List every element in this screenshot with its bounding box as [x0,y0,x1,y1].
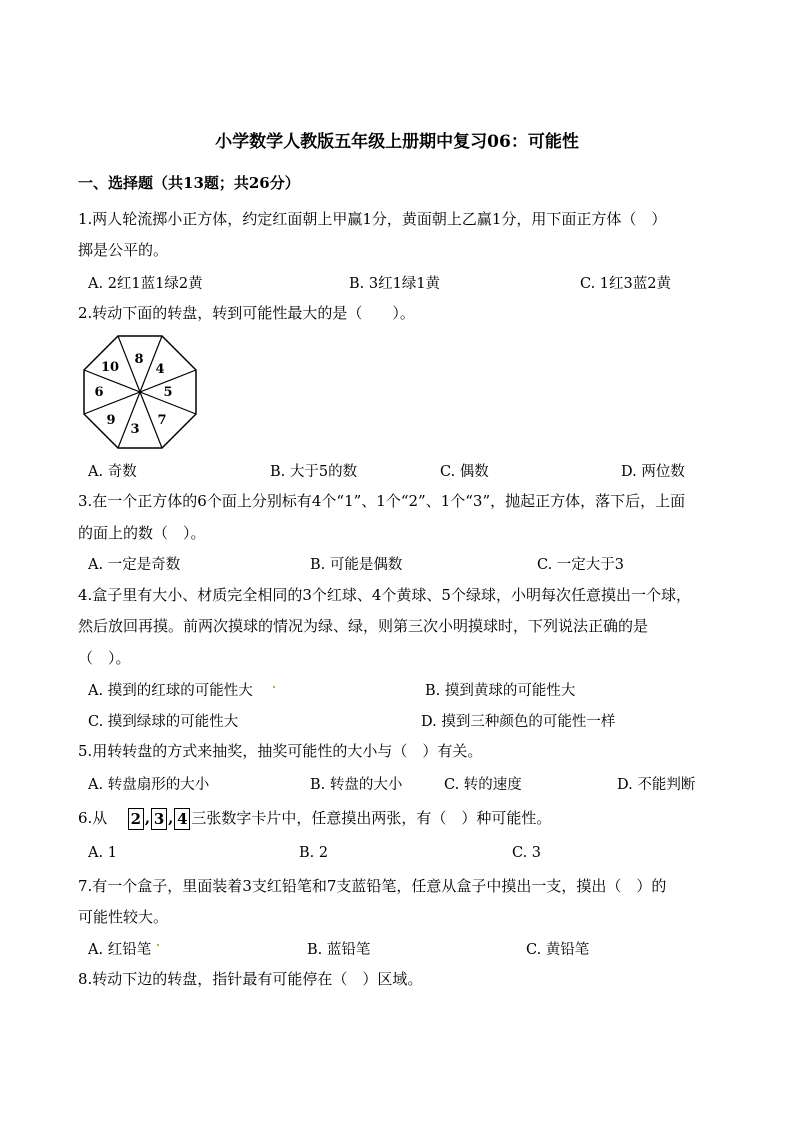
question-4-text-cont2: （ ）。 [78,649,131,667]
question-8-text: 8.转动下边的转盘，指针最有可能停在（ ）区域。 [78,970,423,988]
spinner-number: 7 [157,413,167,428]
spinner-number: 10 [100,360,120,375]
q2-option-a: A. 奇数 [88,464,137,480]
q7-option-c: C. 黄铅笔 [526,942,590,958]
q5-option-d: D. 不能判断 [617,777,696,793]
spinner-number: 4 [155,362,165,377]
q3-option-a: A. 一定是奇数 [88,557,181,573]
q6-option-c: C. 3 [512,845,542,861]
question-4-text-cont: 然后放回再摸。前两次摸球的情况为绿、绿，则第三次小明摸球时，下列说法正确的是 [78,617,649,635]
number-card: 4 [174,808,190,830]
spinner-number: 9 [106,413,116,428]
stray-dot-mark [273,686,275,688]
question-7-text: 7.有一个盒子，里面装着3支红铅笔和7支蓝铅笔，任意从盒子中摸出一支，摸出（ ）的 [78,877,667,895]
stray-dot-mark [157,944,159,946]
question-1-text-cont: 掷是公平的。 [78,241,169,259]
q7-option-a: A. 红铅笔 [88,942,152,958]
q6-suffix: 三张数字卡片中，任意摸出两张，有（ ）种可能性。 [191,809,552,827]
spinner-number: 5 [163,385,173,400]
question-2-text: 2.转动下面的转盘，转到可能性最大的是（ ）。 [78,304,415,322]
question-1-text: 1.两人轮流掷小正方体，约定红面朝上甲赢1分，黄面朝上乙赢1分，用下面正方体（ ） [78,210,667,228]
q3-option-c: C. 一定大于3 [537,557,625,573]
question-4-text: 4.盒子里有大小、材质完全相同的3个红球、4个黄球、5个绿球，小明每次任意摸出一个球， [78,586,691,604]
question-5-text: 5.用转转盘的方式来抽奖，抽奖可能性的大小与（ ）有关。 [78,742,483,760]
card-separator: , [168,809,174,827]
question-6-text [78,806,551,830]
q7-option-b: B. 蓝铅笔 [307,942,371,958]
question-7-text-cont: 可能性较大。 [78,908,169,926]
q1-option-a: A. 2红1蓝1绿2黄 [88,276,203,292]
q4-option-d: D. 摸到三种颜色的可能性一样 [421,714,616,730]
q2-option-b: B. 大于5的数 [270,464,358,480]
spinner-number: 3 [130,422,140,437]
q5-option-b: B. 转盘的大小 [310,777,403,793]
section-heading: 一、选择题（共13题；共26分） [78,174,300,192]
question-3-text: 3.在一个正方体的6个面上分别标有4个“1”、1个“2”、1个“3”，抛起正方体，落下后，上面 [78,492,686,510]
q3-option-b: B. 可能是偶数 [310,557,403,573]
spinner-number: 6 [94,385,104,400]
q6-option-b: B. 2 [299,845,329,861]
q4-option-b: B. 摸到黄球的可能性大 [425,683,576,699]
q4-option-c: C. 摸到绿球的可能性大 [88,714,239,730]
q1-option-b: B. 3红1绿1黄 [349,276,441,292]
spinner-number: 8 [134,352,144,367]
page-title: 小学数学人教版五年级上册期中复习06：可能性 [215,132,579,152]
q2-option-d: D. 两位数 [621,464,685,480]
q2-option-c: C. 偶数 [440,464,489,480]
number-card: 3 [151,808,167,830]
q5-option-c: C. 转的速度 [444,777,522,793]
q4-option-a: A. 摸到的红球的可能性大 [88,683,253,699]
card-separator: , [144,809,151,827]
octagon-spinner [78,330,202,454]
question-3-text-cont: 的面上的数（ ）。 [78,524,206,542]
q6-prefix: 6.从 [78,809,108,827]
q1-option-c: C. 1红3蓝2黄 [580,276,671,292]
q6-option-a: A. 1 [88,845,117,861]
q5-option-a: A. 转盘扇形的大小 [88,777,210,793]
number-card: 2 [128,808,144,830]
